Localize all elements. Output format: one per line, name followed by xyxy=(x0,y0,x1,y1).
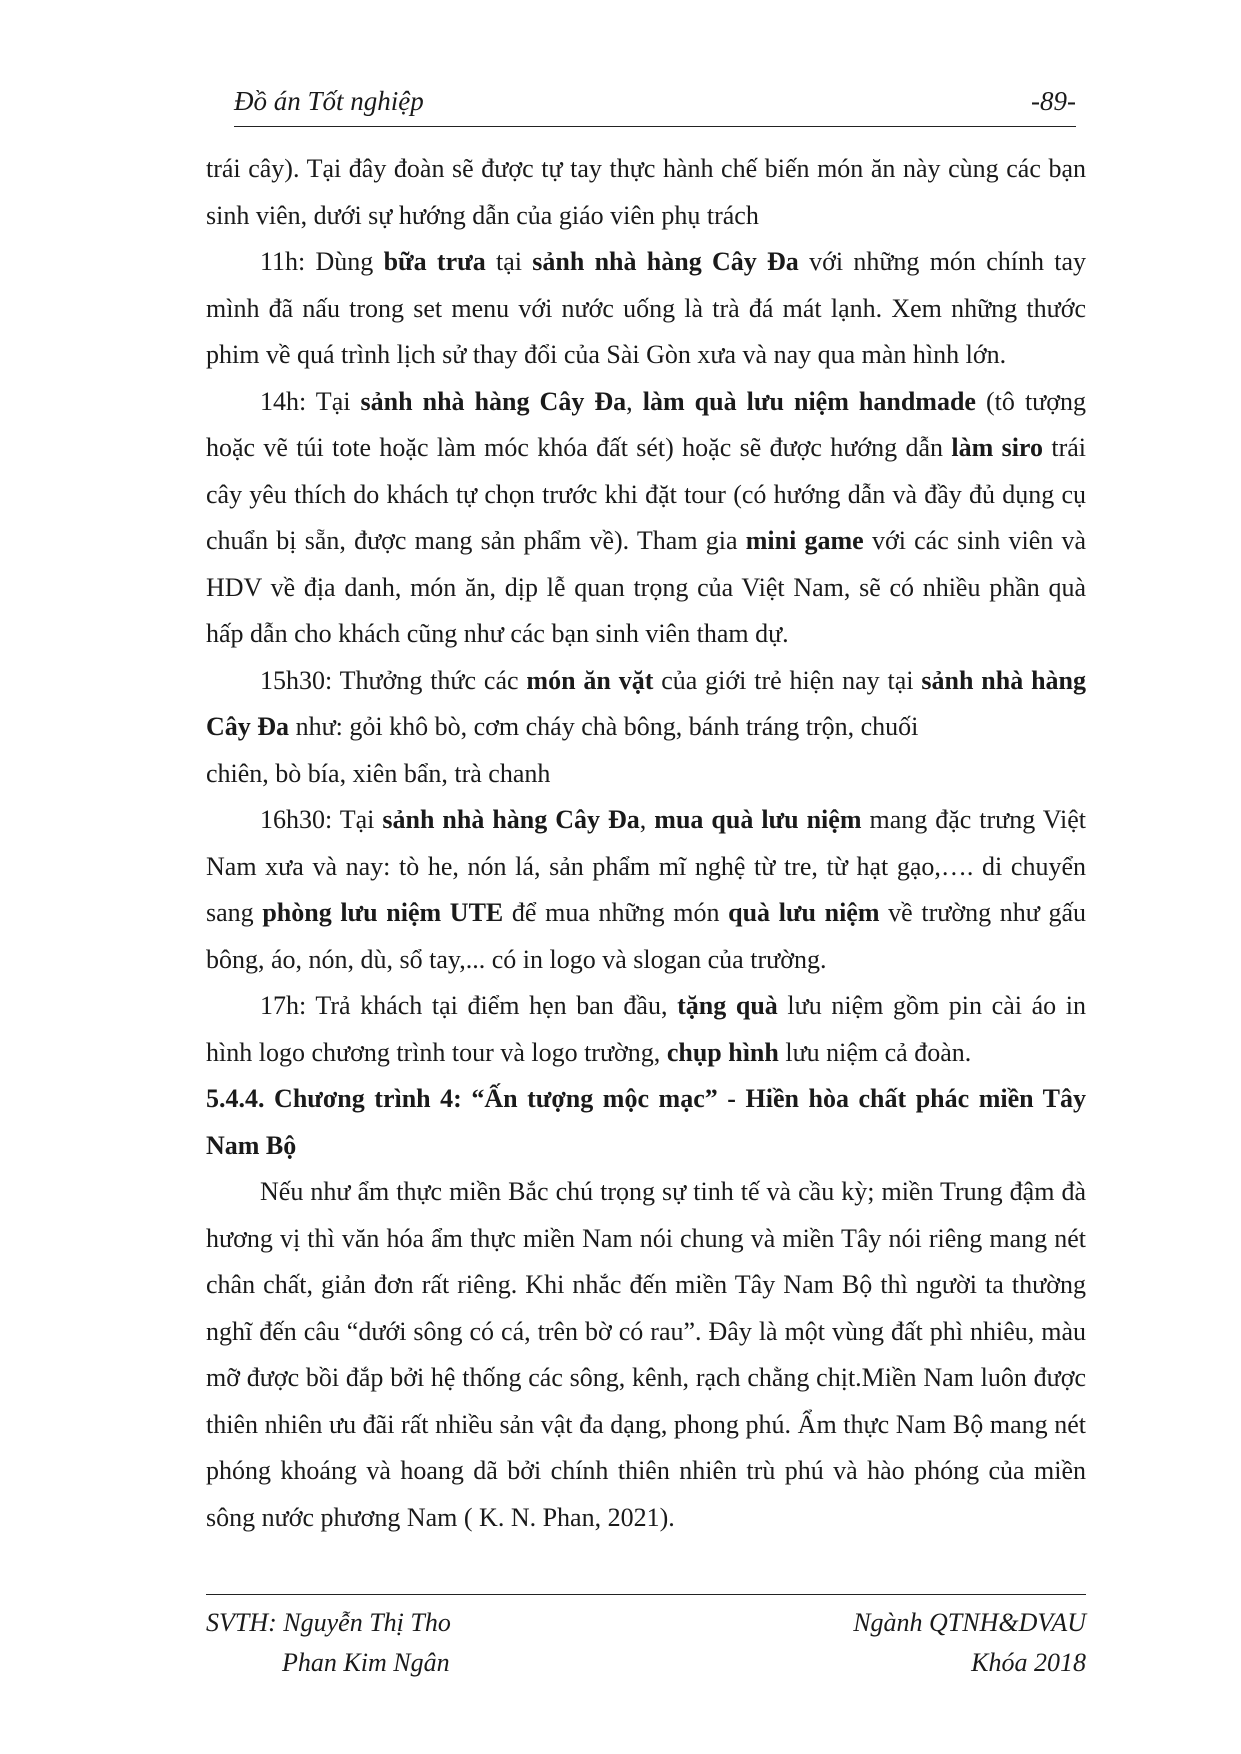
text-run: 17h: Trả khách tại điểm hẹn ban đầu, xyxy=(260,991,678,1020)
paragraph xyxy=(206,146,1086,239)
bold-text: món ăn vặt xyxy=(526,665,654,695)
text-run: về trường như gấu bông, áo, nón, dù, sổ tay,... có in logo và slogan của trường. xyxy=(206,898,1086,974)
bold-text: sảnh nhà hàng Cây Đa xyxy=(382,805,640,834)
footer-major: Ngành QTNH&DVAU xyxy=(853,1608,1086,1637)
text-run: , xyxy=(626,386,643,416)
paragraph xyxy=(206,239,1086,379)
text-run: tại xyxy=(485,247,533,276)
text-run: 15h30: Thưởng thức các xyxy=(260,665,527,695)
page-number: -89- xyxy=(1031,86,1076,116)
text-run: để mua những món xyxy=(503,898,729,927)
bold-text: sảnh nhà hàng Cây Đa xyxy=(206,665,1086,741)
footer-cohort: Khóa 2018 xyxy=(971,1648,1086,1677)
page-body xyxy=(206,146,1086,1541)
text-run: (tô tượng hoặc vẽ túi tote hoặc làm móc khóa đất sét) hoặc sẽ được hướng dẫn xyxy=(206,386,1087,462)
paragraph xyxy=(206,983,1086,1076)
bold-text: làm quà lưu niệm handmade xyxy=(642,386,976,416)
text-run: của giới trẻ hiện nay tại xyxy=(653,665,922,695)
bold-text: sảnh nhà hàng Cây Đa xyxy=(360,386,627,416)
text-run: lưu niệm gồm pin cài áo in hình logo chương trình tour và logo trường, xyxy=(206,991,1086,1067)
footer-author-line: Phan Kim Ngân xyxy=(282,1648,450,1677)
bold-text: bữa trưa xyxy=(383,247,486,276)
itinerary-paragraphs xyxy=(206,146,1086,1076)
footer-author-line: SVTH: Nguyễn Thị Tho xyxy=(206,1608,451,1637)
footer-authors xyxy=(206,1603,451,1683)
closing-paragraph: Nếu như ẩm thực miền Bắc chú trọng sự tinh tế và cầu kỳ; miền Trung đậm đà hương vị thì văn hóa ẩm thực miền Nam nói chung và miền Tây nói riêng mang nét chân chất, giản đơn rất riêng. Khi nhắc đến miền Tây Nam Bộ thì người ta thường nghĩ đến câu “dưới sông có cá, trên bờ có rau”. Đây là một vùng đất phì nhiêu, màu mỡ được bồi đắp bởi hệ thống các sông, kênh, rạch chằng chịt.Miền Nam luôn được thiên nhiên ưu đãi rất nhiều sản vật đa dạng, phong phú. Ẩm thực Nam Bộ mang nét phóng khoáng và hoang dã bởi chính thiên nhiên trù phú và hào phóng của miền sông nước phương Nam ( K. N. Phan, 2021). xyxy=(206,1177,1086,1532)
text-run: 16h30: Tại xyxy=(260,805,383,834)
paragraph xyxy=(206,379,1086,658)
page-footer xyxy=(206,1594,1086,1675)
bold-text: chụp hình xyxy=(666,1037,779,1067)
text-run: với những món chính tay mình đã nấu trong set menu với nước uống là trà đá mát lạnh. Xem những thước phim về quá trình lịch sử thay đổi của Sài Gòn xưa và nay qua màn hình lớn. xyxy=(206,247,1086,369)
text-run: mang đặc trưng Việt Nam xưa và nay: tò he, nón lá, sản phẩm mĩ nghệ từ tre, từ hạt gạo,…. di chuyển sang xyxy=(206,805,1086,927)
footer-program xyxy=(853,1603,1086,1683)
text-run: trái cây yêu thích do khách tự chọn trước khi đặt tour (có hướng dẫn và đầy đủ dụng cụ chuẩn bị sẵn, được mang sản phẩm về). Tham gia xyxy=(206,433,1086,555)
paragraph xyxy=(206,797,1086,983)
bold-text: tặng quà xyxy=(677,991,778,1020)
page-header xyxy=(234,86,1076,127)
bold-text: mua quà lưu niệm xyxy=(654,805,862,834)
paragraph xyxy=(206,658,1086,798)
text-run: lưu niệm cả đoàn. xyxy=(778,1037,972,1067)
text-run: với các sinh viên và HDV về địa danh, món ăn, dịp lễ quan trọng của Việt Nam, sẽ có nhiều phần quà hấp dẫn cho khách cũng như các bạn sinh viên tham dự. xyxy=(206,526,1087,648)
document-title: Đồ án Tốt nghiệp xyxy=(234,86,424,116)
text-run: 11h: Dùng xyxy=(260,247,384,276)
text-run: chiên, bò bía, xiên bẩn, trà chanh xyxy=(206,758,551,788)
bold-text: làm siro xyxy=(951,433,1043,462)
bold-text: quà lưu niệm xyxy=(728,898,880,927)
bold-text: mini game xyxy=(745,526,864,555)
text-run: 14h: Tại xyxy=(260,386,361,416)
text-run: như: gỏi khô bò, cơm cháy chà bông, bánh tráng trộn, chuối xyxy=(289,712,919,741)
text-run: trái cây). Tại đây đoàn sẽ được tự tay thực hành chế biến món ăn này cùng các bạn sinh viên, dưới sự hướng dẫn của giáo viên phụ trách xyxy=(206,154,1086,230)
text-run: , xyxy=(639,805,655,834)
section-heading: 5.4.4. Chương trình 4: “Ấn tượng mộc mạc” - Hiền hòa chất phác miền Tây Nam Bộ xyxy=(206,1084,1086,1160)
bold-text: phòng lưu niệm UTE xyxy=(262,898,504,927)
bold-text: sảnh nhà hàng Cây Đa xyxy=(532,247,799,276)
